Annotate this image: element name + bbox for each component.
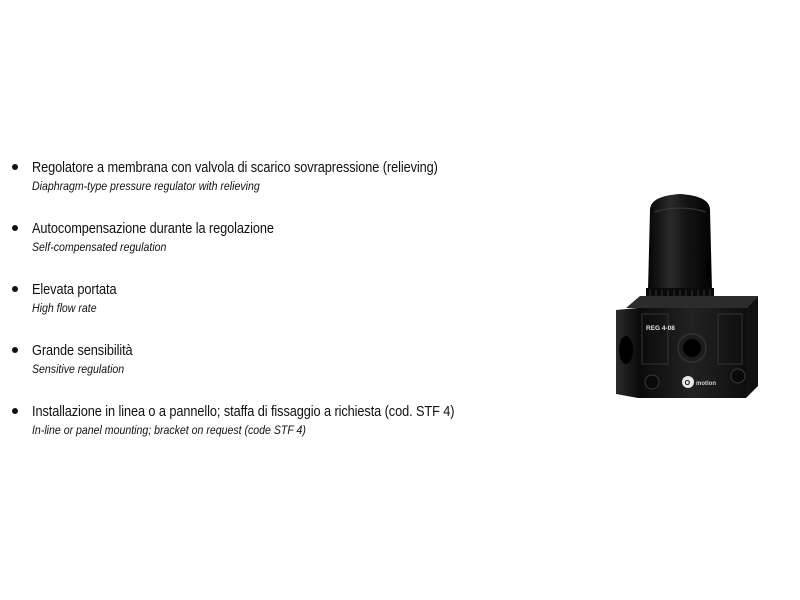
- feature-text-en: Diaphragm-type pressure regulator with relieving: [32, 179, 260, 193]
- screw-hole-right: [731, 369, 745, 383]
- feature-item-flow-rate: [10, 280, 570, 341]
- bullet-icon: [12, 164, 18, 170]
- screw-hole-left: [645, 375, 659, 389]
- feature-text-en: Sensitive regulation: [32, 362, 125, 376]
- bullet-icon: [12, 347, 18, 353]
- feature-item-sensitivity: [10, 341, 570, 402]
- feature-text-en: In-line or panel mounting; bracket on request (code STF 4): [32, 423, 306, 437]
- feature-item-regulator: [10, 158, 570, 219]
- feature-text-it: Regolatore a membrana con valvola di scarico sovrapressione (relieving): [32, 160, 438, 176]
- model-label: REG 4-08: [646, 325, 675, 332]
- knob-grip-notch: [706, 260, 711, 278]
- product-image-regulator: [610, 190, 770, 405]
- feature-text-it: Installazione in linea o a pannello; staffa di fissaggio a richiesta (cod. STF 4): [32, 404, 455, 420]
- bullet-icon: [12, 408, 18, 414]
- feature-text-en: Self-compensated regulation: [32, 240, 167, 254]
- bullet-icon: [12, 286, 18, 292]
- pressure-regulator-illustration: [610, 190, 770, 405]
- feature-text-it: Grande sensibilità: [32, 343, 133, 359]
- feature-item-self-compensation: [10, 219, 570, 280]
- feature-item-installation: [10, 402, 570, 463]
- bullet-icon: [12, 225, 18, 231]
- feature-text-en: High flow rate: [32, 301, 97, 315]
- feature-text-it: Autocompensazione durante la regolazione: [32, 221, 274, 237]
- knob: [648, 194, 712, 293]
- body-top: [626, 296, 758, 308]
- side-port: [619, 336, 633, 364]
- feature-list: [10, 158, 570, 463]
- brand-label: motion: [696, 381, 716, 387]
- feature-text-it: Elevata portata: [32, 282, 117, 298]
- svg-text:O: O: [684, 380, 691, 387]
